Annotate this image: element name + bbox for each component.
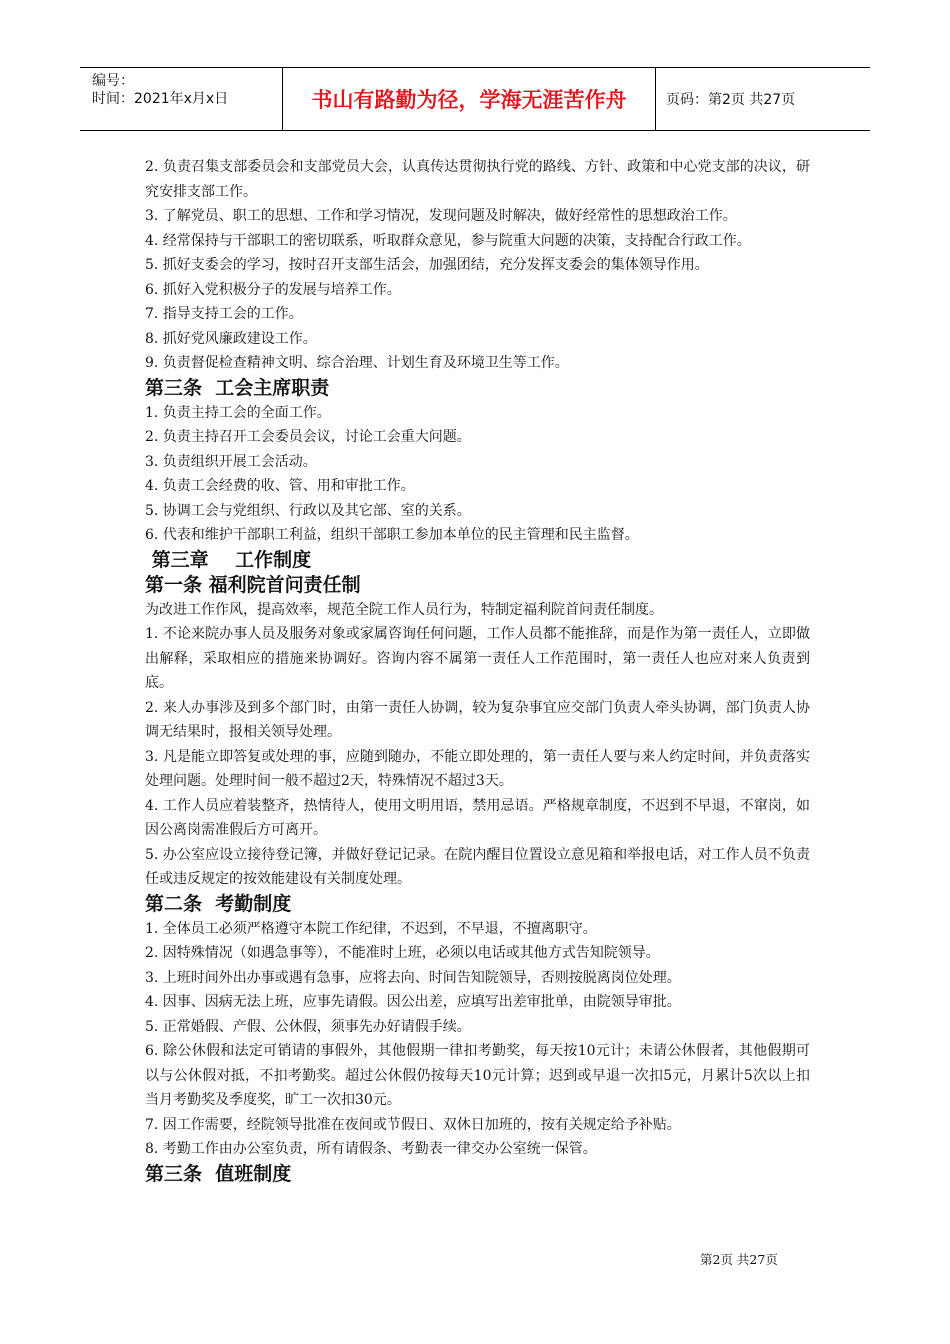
paragraph: 3. 了解党员、职工的思想、工作和学习情况，发现问题及时解决，做好经常性的思想政治工作。 xyxy=(145,208,737,224)
paragraph: 5. 正常婚假、产假、公休假，须事先办好请假手续。 xyxy=(145,1018,471,1035)
paragraph: 3. 负责组织开展工会活动。 xyxy=(145,453,317,470)
paragraph: 4. 工作人员应着装整齐，热情待人，使用文明用语，禁用忌语。严格规章制度，不迟到不早退，不窜岗，如因公离岗需准假后方可离开。 xyxy=(145,797,810,838)
page-footer: 第2页 共27页 xyxy=(700,1252,778,1267)
paragraph: 4. 因事、因病无法上班，应事先请假。因公出差，应填写出差审批单，由院领导审批。 xyxy=(145,994,681,1010)
document-body xyxy=(145,155,810,1187)
paragraph: 1. 全体员工必须严格遵守本院工作纪律，不迟到，不早退，不擅离职守。 xyxy=(145,920,597,937)
paragraph: 5. 协调工会与党组织、行政以及其它部、室的关系。 xyxy=(145,502,471,519)
paragraph: 4. 经常保持与干部职工的密切联系，听取群众意见，参与院重大问题的决策，支持配合行政工作。 xyxy=(145,232,751,249)
paragraph: 6. 抓好入党积极分子的发展与培养工作。 xyxy=(145,281,401,298)
paragraph: 2. 来人办事涉及到多个部门时，由第一责任人协调，较为复杂事宜应交部门负责人牵头协调，部门负责人协调无结果时，报相关领导处理。 xyxy=(145,699,810,740)
section-heading: 第三条 工会主席职责 xyxy=(145,376,330,399)
paragraph: 3. 上班时间外出办事或遇有急事，应将去向、时间告知院领导，否则按脱离岗位处理。 xyxy=(145,969,681,986)
paragraph: 为改进工作作风，提高效率，规范全院工作人员行为，特制定福利院首问责任制度。 xyxy=(145,601,663,618)
paragraph: 7. 因工作需要，经院领导批准在夜间或节假日、双休日加班的，按有关规定给予补贴。 xyxy=(145,1116,681,1133)
paragraph: 6. 代表和维护干部职工利益，组织干部职工参加本单位的民主管理和民主监督。 xyxy=(145,527,639,543)
section-heading: 第二条 考勤制度 xyxy=(145,892,292,915)
section-heading: 第一条 福利院首问责任制 xyxy=(145,573,361,596)
paragraph: 9. 负责督促检查精神文明、综合治理、计划生育及环境卫生等工作。 xyxy=(145,355,569,371)
paragraph: 5. 抓好支委会的学习，按时召开支部生活会，加强团结，充分发挥支委会的集体领导作用。 xyxy=(145,257,709,273)
paragraph: 8. 考勤工作由办公室负责，所有请假条、考勤表一律交办公室统一保管。 xyxy=(145,1141,597,1157)
paragraph: 1. 负责主持工会的全面工作。 xyxy=(145,404,331,421)
document-date: 时间：2021年x月x日 xyxy=(92,91,229,107)
paragraph: 7. 指导支持工会的工作。 xyxy=(145,306,303,322)
document-number-label: 编号： xyxy=(92,73,134,89)
header-meta xyxy=(80,68,282,130)
paragraph: 3. 凡是能立即答复或处理的事，应随到随办，不能立即处理的，第一责任人要与来人约定时间，并负责落实处理问题。处理时间一般不超过2天，特殊情况不超过3天。 xyxy=(145,748,810,789)
section-heading: 第三条 值班制度 xyxy=(145,1162,292,1185)
paragraph: 5. 办公室应设立接待登记簿，并做好登记记录。在院内醒目位置设立意见箱和举报电话，对工作人员不负责任或违反规定的按效能建设有关制度处理。 xyxy=(145,846,810,887)
header-motto: 书山有路勤为径，学海无涯苦作舟 xyxy=(282,68,656,130)
paragraph: 2. 负责主持召开工会委员会议，讨论工会重大问题。 xyxy=(145,429,471,445)
paragraph: 1. 不论来院办事人员及服务对象或家属咨询任何问题，工作人员都不能推辞，而是作为第一责任人，立即做出解释，采取相应的措施来协调好。咨询内容不属第一责任人工作范围时，第一责任人也应对来人负责到底。 xyxy=(145,626,810,691)
paragraph: 8. 抓好党风廉政建设工作。 xyxy=(145,330,317,347)
paragraph: 4. 负责工会经费的收、管、用和审批工作。 xyxy=(145,478,415,494)
paragraph: 2. 负责召集支部委员会和支部党员大会，认真传达贯彻执行党的路线、方针、政策和中心党支部的决议，研究安排支部工作。 xyxy=(145,159,810,200)
paragraph: 2. 因特殊情况（如遇急事等），不能准时上班，必须以电话或其他方式告知院领导。 xyxy=(145,945,660,961)
paragraph: 6. 除公休假和法定可销请的事假外，其他假期一律扣考勤奖，每天按10元计；未请公休假者，其他假期可以与公休假对抵，不扣考勤奖。超过公休假仍按每天10元计算；迟到或早退一次扣5元，月累计5次以上扣当月考勤奖及季度奖，旷工一次扣30元。 xyxy=(145,1043,810,1108)
header-page-number: 页码：第2页 共27页 xyxy=(666,92,796,108)
document-header xyxy=(80,67,870,131)
section-heading: 第三章 工作制度 xyxy=(145,548,312,571)
